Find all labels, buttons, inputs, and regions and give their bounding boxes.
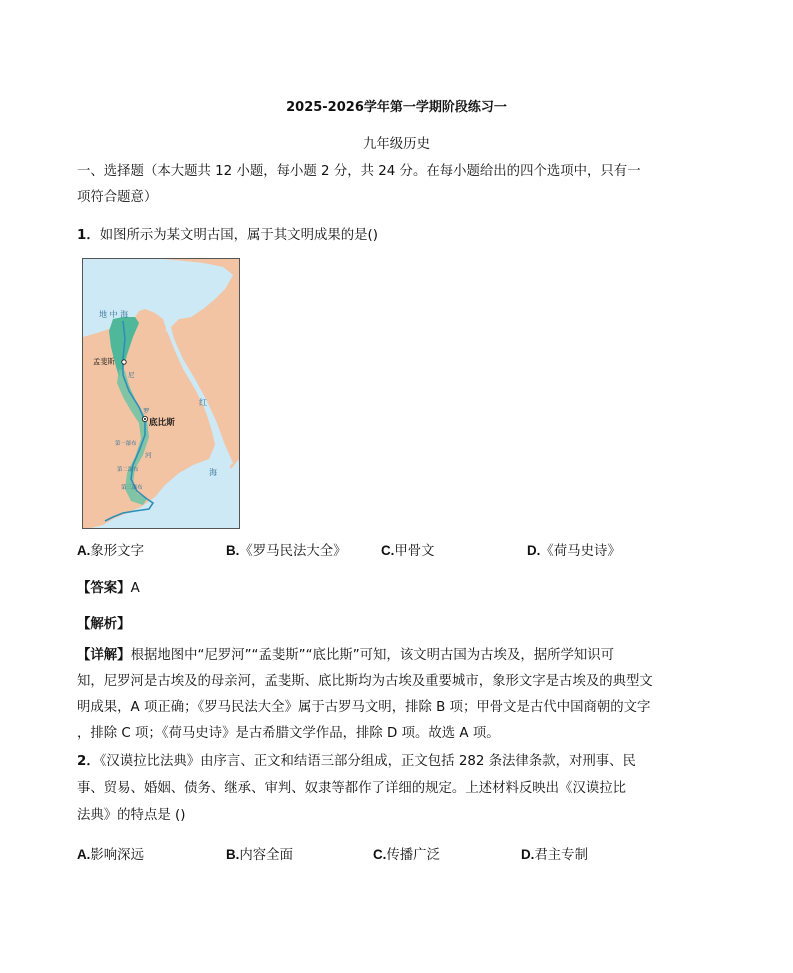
q2-option-b-letter: B.: [226, 847, 240, 862]
q2-option-c-letter: C.: [373, 847, 387, 862]
map-label-red-2: 海: [209, 468, 217, 477]
q1-option-a[interactable]: [77, 541, 144, 562]
map-memphis-marker: [122, 360, 126, 364]
question-1-text: 如图所示为某文明古国，属于其文明成果的是(): [99, 228, 378, 243]
map-label-river-3: 河: [145, 451, 152, 459]
q1-option-c[interactable]: [381, 541, 435, 562]
question-1-stem: [77, 226, 378, 246]
q1-detail-line4: ，排除 C 项；《荷马史诗》是古希腊文学作品，排除 D 项。故选 A 项。: [77, 726, 500, 741]
q1-option-a-letter: A.: [77, 543, 91, 558]
section-heading-line2: 项符合题意）: [77, 190, 158, 205]
q2-option-d-letter: D.: [521, 847, 535, 862]
map-label-thebes: 底比斯: [149, 418, 175, 428]
q2-option-b[interactable]: [226, 845, 293, 866]
q1-option-c-letter: C.: [381, 543, 395, 558]
q1-detail-label: 【详解】: [77, 648, 131, 663]
map-label-mediterranean: 地 中 海: [99, 310, 129, 319]
section-heading-line1: 一、选择题（本大题共 12 小题，每小题 2 分，共 24 分。在每小题给出的四个选项中，只有一: [77, 164, 641, 179]
question-1-number: 1．: [77, 228, 100, 243]
q1-option-d[interactable]: [527, 541, 621, 562]
q1-answer-value: A: [130, 581, 140, 596]
q1-answer: [77, 579, 140, 599]
q2-option-d[interactable]: [521, 845, 588, 866]
map-label-memphis: 孟斐斯: [93, 357, 115, 366]
q1-option-b[interactable]: [226, 541, 347, 562]
q2-option-a-letter: A.: [77, 847, 91, 862]
question-2-text-1: 《汉谟拉比法典》由序言、正文和结语三部分组成，正文包括 282 条法律条款，对刑事、民: [99, 754, 636, 769]
q1-option-a-text: 象形文字: [90, 544, 144, 559]
exam-subject: 九年级历史: [363, 137, 430, 152]
egypt-map-image: [82, 258, 240, 529]
map-label-river-2: 罗: [143, 407, 150, 415]
q2-option-a-text: 影响深远: [90, 848, 144, 863]
q2-option-b-text: 内容全面: [239, 848, 293, 863]
q2-option-c-text: 传播广泛: [386, 848, 440, 863]
q2-option-d-text: 君主专制: [534, 848, 588, 863]
map-label-cataract-2: 第二瀑布: [117, 467, 139, 473]
q2-option-c[interactable]: [373, 845, 440, 866]
exam-title: 2025-2026学年第一学期阶段练习一: [286, 100, 507, 115]
question-2-number: 2．: [77, 754, 100, 769]
q1-option-b-letter: B.: [226, 543, 240, 558]
q1-option-d-letter: D.: [527, 543, 541, 558]
q1-detail-text-1: 根据地图中“尼罗河”“孟斐斯”“底比斯”可知，该文明古国为古埃及，据所学知识可: [130, 648, 615, 663]
q2-option-a[interactable]: [77, 845, 144, 866]
map-label-red-1: 红: [199, 398, 207, 407]
map-label-cataract-1: 第一瀑布: [115, 441, 137, 447]
q1-analysis-label: 【解析】: [77, 617, 131, 632]
question-2-stem-line3: 法典》的特点是 (): [77, 808, 186, 823]
q1-detail-line1: [77, 646, 614, 666]
egypt-map-svg: [83, 259, 239, 528]
q1-detail-line2: 知，尼罗河是古埃及的母亲河，孟斐斯、底比斯均为古埃及重要城市，象形文字是古埃及的典型文: [77, 674, 653, 689]
q1-option-c-text: 甲骨文: [394, 544, 435, 559]
question-2-stem-line1: [77, 752, 636, 772]
q1-option-d-text: 《荷马史诗》: [540, 544, 621, 559]
map-label-river-1: 尼: [128, 371, 135, 379]
question-2-stem-line2: 事、贸易、婚姻、债务、继承、审判、奴隶等都作了详细的规定。上述材料反映出《汉谟拉比: [77, 781, 627, 796]
q1-option-b-text: 《罗马民法大全》: [239, 544, 347, 559]
q1-answer-label: 【答案】: [77, 581, 131, 596]
q1-detail-line3: 明成果，A 项正确；《罗马民法大全》属于古罗马文明，排除 B 项；甲骨文是古代中国商朝的文字: [77, 700, 651, 715]
map-thebes-dot: [144, 418, 146, 420]
map-label-cataract-3: 第三瀑布: [121, 485, 143, 491]
